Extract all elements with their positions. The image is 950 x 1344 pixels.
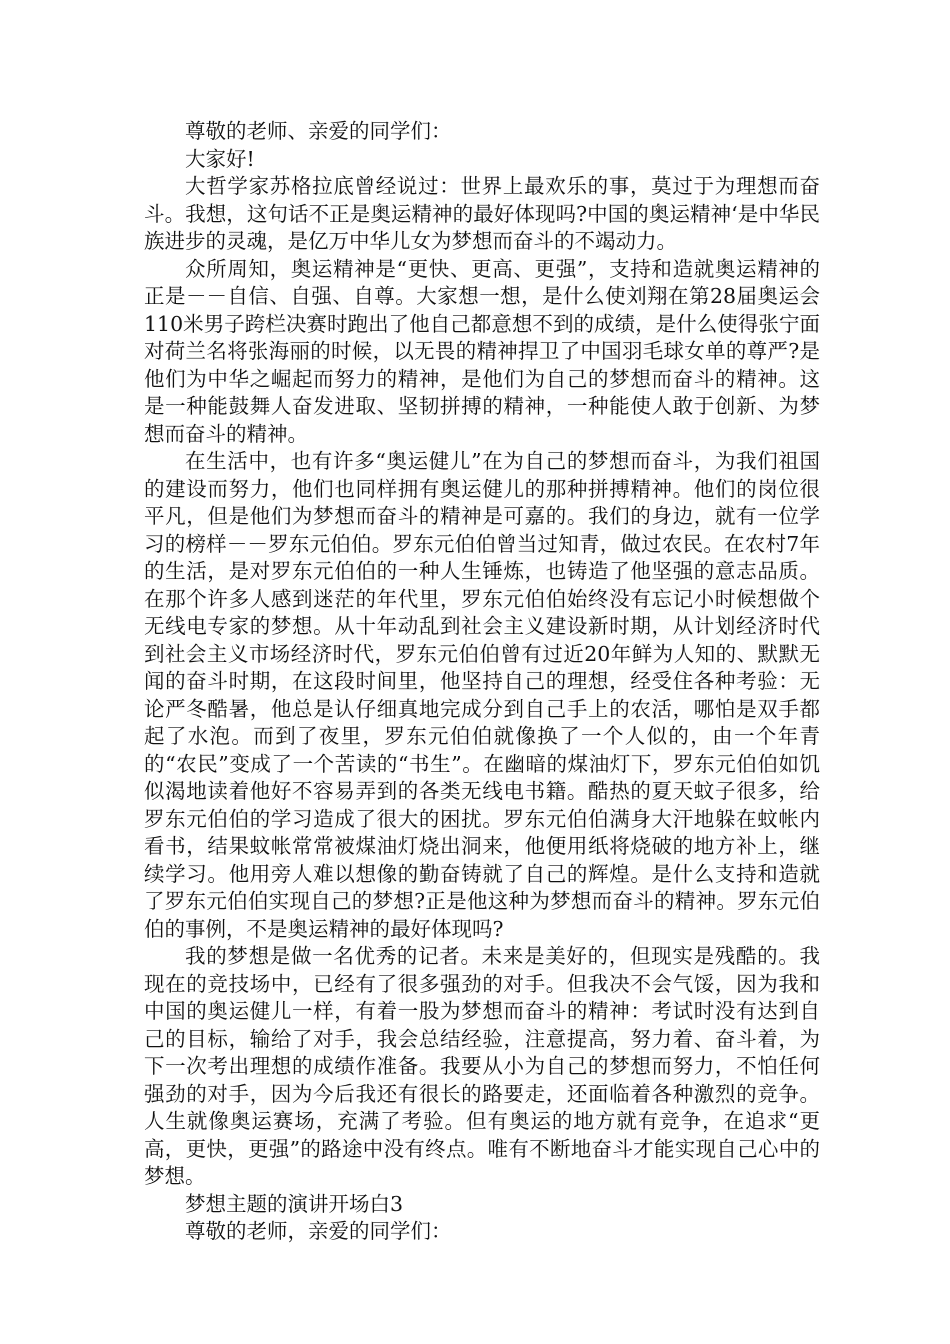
body-paragraph-3: 在生活中，也有许多“奥运健儿”在为自己的梦想而奋斗，为我们祖国的建设而努力，他们也同样拥有奥运健儿的那种拼搏精神。他们的岗位很平凡，但是他们为梦想而奋斗的精神是可嘉的。我们的身边，就有一位学习的榜样－－罗东元伯伯。罗东元伯伯曾当过知青，做过农民。在农村7年的生活，是对罗东元伯伯的一种人生锤炼，也铸造了他坚强的意志品质。在那个许多人感到迷茫的年代里，罗东元伯伯始终没有忘记小时候想做个无线电专家的梦想。从十年动乱到社会主义建设新时期，从计划经济时代到社会主义市场经济时代，罗东元伯伯曾有过近20年鲜为人知的、默默无闻的奋斗时期，在这段时间里，他坚持自己的理想，经受住各种考验：无论严冬酷暑，他总是认仔细真地完成分到自己手上的农活，哪怕是双手都起了水泡。而到了夜里，罗东元伯伯就像换了一个人似的，由一个年青的“农民”变成了一个苦读的“书生”。在幽暗的煤油灯下，罗东元伯伯如饥似渴地读着他好不容易弄到的各类无线电书籍。酷热的夏天蚊子很多，给罗东元伯伯的学习造成了很大的困扰。罗东元伯伯满身大汗地躲在蚊帐内看书，结果蚊帐常常被煤油灯烧出洞来，他便用纸将烧破的地方补上，继续学习。他用旁人难以想像的勤奋铸就了自己的辉煌。是什么支持和造就了罗东元伯伯实现自己的梦想?正是他这种为梦想而奋斗的精神。罗东元伯伯的事例，不是奥运精神的最好体现吗? (144, 449, 820, 941)
greeting-paragraph: 大家好! (185, 146, 255, 171)
section-heading: 梦想主题的演讲开场白3 (185, 1191, 404, 1216)
body-paragraph-4: 我的梦想是做一名优秀的记者。未来是美好的，但现实是残酷的。我现在的竞技场中，已经有了很多强劲的对手。但我决不会气馁，因为我和中国的奥运健儿一样，有着一股为梦想而奋斗的精神：考试时没有达到自己的目标，输给了对手，我会总结经验，注意提高，努力着、奋斗着，为下一次考出理想的成绩作准备。我要从小为自己的梦想而努力，不怕任何强劲的对手，因为今后我还有很长的路要走，还面临着各种激烈的竞争。人生就像奥运赛场，充满了考验。但有奥运的地方就有竞争，在追求“更高，更快，更强”的路途中没有终点。唯有不断地奋斗才能实现自己心中的梦想。 (144, 944, 820, 1188)
body-paragraph-1: 大哲学家苏格拉底曾经说过：世界上最欢乐的事，莫过于为理想而奋斗。我想，这句话不正是奥运精神的最好体现吗?中国的奥运精神‘是中华民族进步的灵魂，是亿万中华儿女为梦想而奋斗的不竭动力。 (144, 174, 820, 253)
salutation-paragraph: 尊敬的老师、亲爱的同学们： (185, 119, 452, 143)
document-page (144, 118, 820, 1246)
salutation-paragraph-2: 尊敬的老师，亲爱的同学们： (185, 1219, 452, 1243)
body-paragraph-2: 众所周知，奥运精神是“更快、更高、更强”，支持和造就奥运精神的正是－－自信、自强、自尊。大家想一想，是什么使刘翔在第28届奥运会110米男子跨栏决赛时跑出了他自己都意想不到的成绩，是什么使得张宁面对荷兰名将张海丽的时候，以无畏的精神捍卫了中国羽毛球女单的尊严?是他们为中华之崛起而努力的精神，是他们为自己的梦想而奋斗的精神。这是一种能鼓舞人奋发进取、坚韧拼搏的精神，一种能使人敢于创新、为梦想而奋斗的精神。 (144, 256, 820, 446)
